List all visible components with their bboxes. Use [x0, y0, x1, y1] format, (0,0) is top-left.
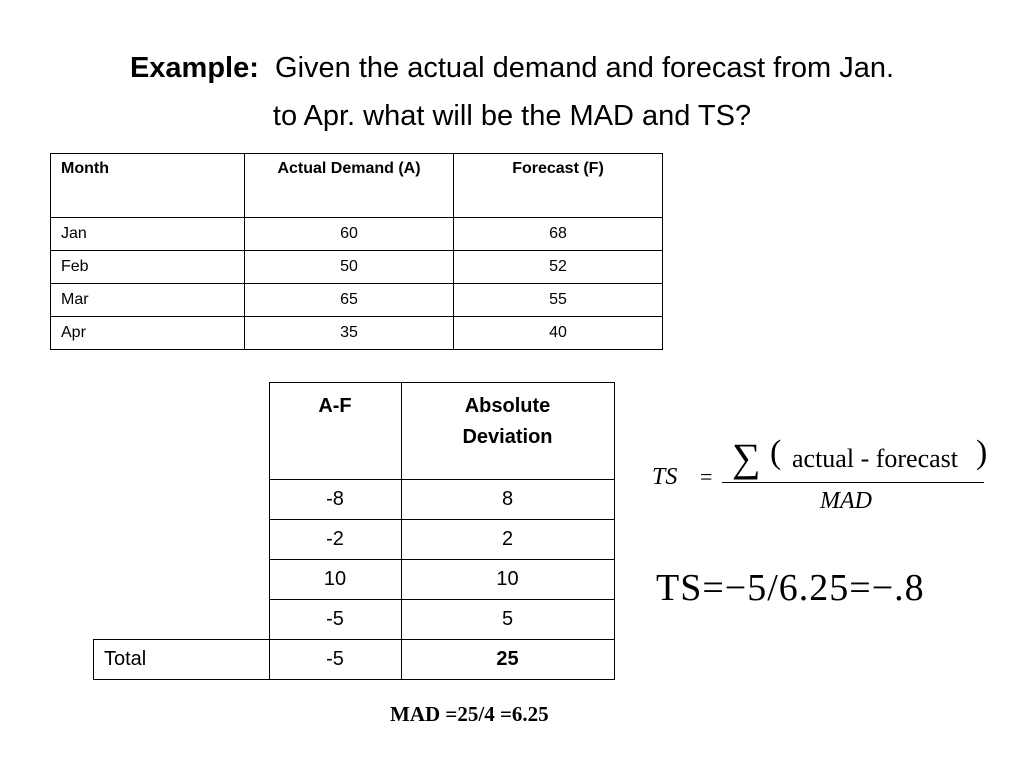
title-example-label: Example: [129, 52, 259, 84]
table-header-row [51, 154, 663, 218]
formula-equals: = [700, 464, 713, 489]
cell-abs-deviation: 5 [401, 600, 614, 640]
header-actual-demand: Actual Demand (A) [245, 154, 454, 218]
cell-a-minus-f: -8 [269, 480, 401, 520]
table-row [51, 284, 663, 317]
blank-cell [94, 383, 270, 480]
cell-actual: 50 [245, 251, 454, 284]
header-a-minus-f: A-F [269, 383, 401, 480]
table-row [51, 251, 663, 284]
slide-title [0, 44, 1024, 140]
table-row [94, 520, 615, 560]
right-paren: ) [976, 434, 988, 471]
numerator-text: actual - forecast [792, 444, 959, 473]
cell-a-minus-f: 10 [269, 560, 401, 600]
cell-abs-deviation: 10 [401, 560, 614, 600]
cell-a-minus-f: -5 [269, 600, 401, 640]
cell-forecast: 68 [454, 218, 663, 251]
blank-cell [94, 600, 270, 640]
cell-month: Feb [51, 251, 245, 284]
total-abs-deviation: 25 [401, 640, 614, 680]
cell-actual: 35 [245, 317, 454, 350]
header-absolute-line: Absolute [464, 395, 551, 417]
cell-forecast: 55 [454, 284, 663, 317]
table-row [51, 218, 663, 251]
header-deviation-line: Deviation [462, 426, 553, 448]
total-row [94, 640, 615, 680]
header-month: Month [51, 154, 245, 218]
cell-a-minus-f: -2 [269, 520, 401, 560]
cell-month: Mar [51, 284, 245, 317]
cell-actual: 60 [245, 218, 454, 251]
table-row [94, 480, 615, 520]
deviation-table [93, 382, 615, 680]
ts-formula [652, 432, 992, 522]
cell-forecast: 40 [454, 317, 663, 350]
cell-abs-deviation: 8 [401, 480, 614, 520]
cell-abs-deviation: 2 [401, 520, 614, 560]
blank-cell [94, 520, 270, 560]
table-row [94, 560, 615, 600]
cell-actual: 65 [245, 284, 454, 317]
header-absolute-deviation [401, 383, 614, 480]
formula-lhs: TS [652, 464, 678, 490]
fraction-bar [722, 482, 984, 483]
mad-result: MAD =25/4 =6.25 [390, 702, 549, 726]
cell-month: Apr [51, 317, 245, 350]
ts-result: TS=−5/6.25=−.8 [656, 567, 925, 609]
table-row [51, 317, 663, 350]
formula-denominator: MAD [820, 488, 872, 514]
title-text-1: Given the actual demand and forecast from Jan. [275, 52, 895, 84]
cell-month: Jan [51, 218, 245, 251]
blank-cell [94, 560, 270, 600]
title-line-2: to Apr. what will be the MAD and TS? [272, 100, 752, 132]
table-header-row [94, 383, 615, 480]
left-paren: ( [770, 434, 782, 471]
title-line-1 [0, 44, 1024, 92]
table-row [94, 600, 615, 640]
header-forecast: Forecast (F) [454, 154, 663, 218]
demand-forecast-table [50, 153, 663, 350]
total-label: Total [94, 640, 270, 680]
cell-forecast: 52 [454, 251, 663, 284]
total-a-minus-f: -5 [269, 640, 401, 680]
blank-cell [94, 480, 270, 520]
sigma-symbol: ∑ [732, 435, 761, 480]
